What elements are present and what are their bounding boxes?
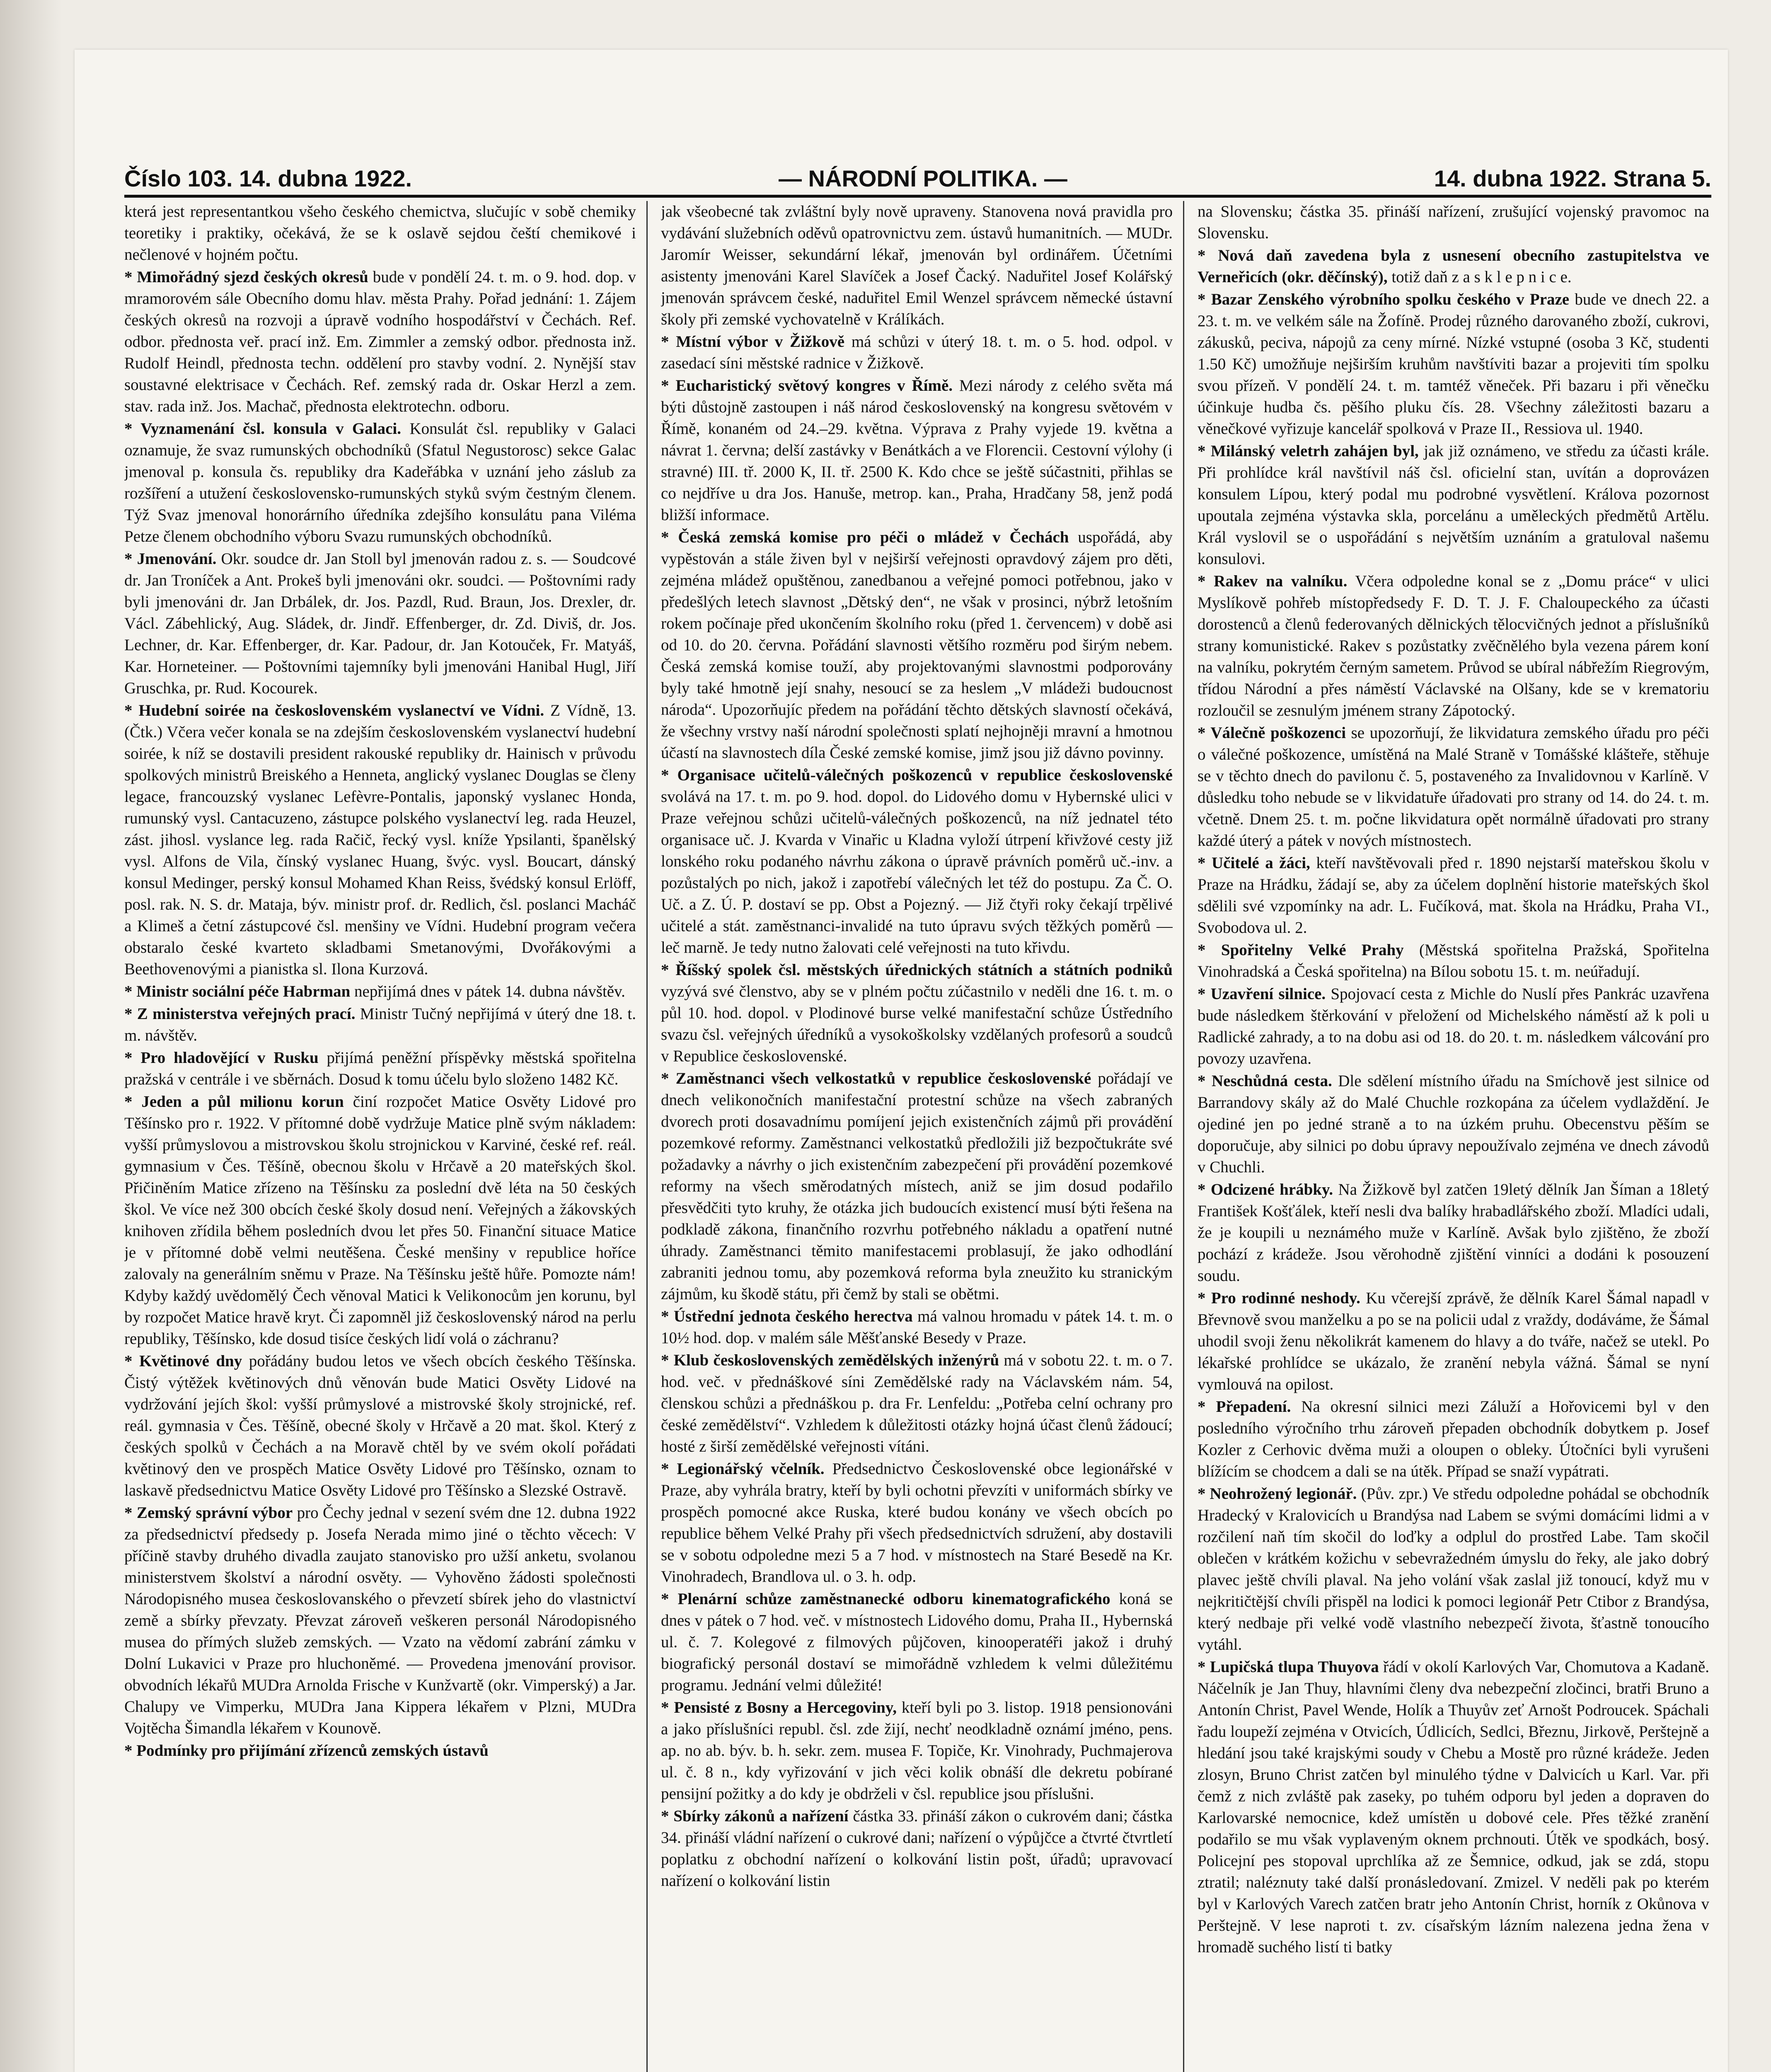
article-body: Včera odpoledne konal se z „Domu práce“ v ulici Myslíkově pohřeb místopředsedy F. D. T. J. F. Chaloupeckého za účasti dorostenců a členů federovaných dělnických tělocvičných jednot a příslušníků strany komunistické. Rakev s pozůstatky zvěčnělého byla vezena párem koní na valníku, pokrytém černým sametem. Průvod se ubíral nábřežím Riegrovým, třídou Národní a přes náměstí Václavské na Olšany, kde se v krematoriu rozloučil se zesnulým jménem strany Zápotocký. (1198, 572, 1709, 719)
article-headline: * Pro hladovějící v Rusku (124, 1049, 319, 1067)
article-body: má schůzi v úterý 18. t. m. o 5. hod. odpol. v zasedací síni městské radnice v Žižkově. (661, 333, 1173, 372)
article-paragraph (1198, 1483, 1709, 1656)
article-headline: * Pensisté z Bosny a Hercegoviny, (661, 1699, 897, 1716)
article-paragraph (124, 1351, 636, 1501)
article-headline: * Učitelé a žáci, (1198, 854, 1310, 872)
article-paragraph (661, 1588, 1173, 1696)
article-body: Ku včerejší zprávě, že dělník Karel Šámal napadl v Břevnově svou manželku a po se na policii udal z vraždy, dodáváme, že Šámal uhodil svoji ženu několikrát kamenem do hlavy a do tváře, načež se utekl. Po lékařské prohlídce se ukázalo, že zranění nebyla vážná. Šámal se nyní vymlouvá na opilost. (1198, 1289, 1709, 1393)
article-body: kteří byli po 3. listop. 1918 pensionováni a jako příslušníci republ. čsl. zde žijí, nechť neodkladně oznámí jméno, pens. ap. no ab. býv. b. h. sekr. zem. musea F. Topiče, Kr. Vinohrady, Puchmajerova ul. č. 8 n., kdy vyřizování v jich věci kolik obnáší dle dekretu pobírané pensijní požitky a do kdy je obdrželi v čsl. republice jsou příslušni. (661, 1699, 1173, 1803)
article-paragraph (1198, 289, 1709, 440)
article-paragraph (661, 201, 1173, 330)
article-body: (Městská spořitelna Pražská, Spořitelna Vinohradská a Česká spořitelna) na Bílou sobotu 15. t. m. neúřadují. (1198, 941, 1709, 980)
article-paragraph (661, 959, 1173, 1067)
page-header (124, 162, 1711, 195)
article-paragraph (661, 1697, 1173, 1805)
article-headline: * Válečně poškozenci (1198, 724, 1346, 742)
article-headline: * Neohrožený legionář. (1198, 1485, 1357, 1503)
article-paragraph (1198, 1179, 1709, 1287)
article-headline: * Legionářský včelník. (661, 1460, 825, 1478)
article-body: částka 33. přináší zákon o cukrovém dani; částka 34. přináší vládní nařízení o cukrové dani; nařízení o výpůjčce a čtvrté čtvrtletí poplatku z obchodní nařízení o kolkování listin pošt, úřadů; upravovací nařízení o kolkování listin (661, 1807, 1173, 1890)
article-paragraph (1198, 245, 1709, 288)
article-body: jak všeobecné tak zvláštní byly nově upraveny. Stanovena nová pravidla pro vydávání služebních oděvů opatrovnictvu zem. ústavů humanitních. — MUDr. Jaromír Weisser, sekundární lékař, jmenován byl ordinářem. Účetními asistenty jmenováni Karel Slavíček a Josef Čacký. Naduřitel Josef Kolářský jmenován správcem české, naduřitel Emil Wenzel správcem německé ústavní školy při zemské vychovatelně v Králíkách. (661, 203, 1173, 328)
article-body: pro Čechy jednal v sezení svém dne 12. dubna 1922 za předsednictví předsedy p. Josefa Nerada mimo jiné o těchto věcech: V příčině stavby druhého divadla zaujato stanovisko pro užší anketu, svolanou ministerstvem školství a národní osvěty. — Vyhověno žádosti společnosti Národopisného musea českoslovanského o převzetí sbírek jeho do vlastnictví země a sbírky převzaty. Převzat zároveň veškeren personál Národopisného musea do přímých služeb zemských. — Vzato na vědomí zabrání zámku v Dolní Lukavici v Praze pro hluchoněmé. — Provedena jmenování provisor. obvodních lékařů MUDra Arnolda Frische v Kunžvartě (okr. Vimperský) a Jar. Chalupy ve Vimperku, MUDra Jana Kippera lékařem v Plzni, MUDra Vojtěcha Šimandla lékařem v Kounově. (124, 1504, 636, 1737)
article-paragraph (661, 1806, 1173, 1892)
article-paragraph (1198, 939, 1709, 983)
article-paragraph (124, 418, 636, 547)
article-headline: * Podmínky pro přijímání zřízenců zemských ústavů (124, 1742, 489, 1760)
article-headline: * Vyznamenání čsl. konsula v Galaci. (124, 420, 401, 438)
article-headline: * Místní výbor v Žižkově (661, 333, 845, 351)
article-paragraph (661, 1068, 1173, 1305)
article-headline: * Z ministerstva veřejných prací. (124, 1005, 356, 1023)
scan-edge (0, 0, 62, 2072)
article-paragraph (1198, 852, 1709, 939)
article-paragraph (661, 527, 1173, 764)
article-headline: * Odcizené hrábky. (1198, 1181, 1333, 1198)
article-paragraph (124, 981, 636, 1002)
article-headline: * Hudební soirée na československém vyslanectví ve Vídni. (124, 702, 544, 719)
article-paragraph (124, 1740, 636, 1762)
article-body: pořádány budou letos ve všech obcích českého Těšínska. Čistý výtěžek květinových dnů věnován bude Matici Osvěty Lidové na vydržování jejích škol: vyšší průmyslové a mistrovské školy strojnické, ref. reál. gymnasia v Čes. Těšíně, obecné školy v Hrčavě a 20 mat. škol. Který z českých spolků v Čechách a na Moravě chtěl by ve svém okolí pořádati květinový den ve prospěch Matice Osvěty Lidové pro Těšínsko, oznam to laskavě předsednictvu Matice Osvěty Lidové pro Těšínsko a Slezské Ostravě. (124, 1352, 636, 1499)
article-body: činí rozpočet Matice Osvěty Lidové pro Těšínsko pro r. 1922. V přítomné době vydržuje Matice plně svým nákladem: vyšší průmyslovou a mistrovskou školu strojnickou v Karviné, české ref. reál. gymnasium v Čes. Těšíně, obecnou školu v Hrčavě a 20 mateřských škol. Přičiněním Matice zřízeno na Těšínsku za poslední dvě léta na 50 českých škol. Ve více než 300 obcích české školy dosud není. Veřejných a žákovských knihoven zřídila během posledních dvou let přes 50. Finanční situace Matice je v přítomné době velmi neutěšena. České menšiny v republice hoříce zalovaly na generálním sněmu v Praze. Na Těšínsku ještě hůře. Pomozte nám! Kdyby každý uvědomělý Čech věnoval Matici k Velikonocům jen korunu, byl by rozpočet Matice hravě kryt. Či zapomněl již československý národ na perlu republiky, Těšínsko, kde dosud tisíce českých lidí volá o záchranu? (124, 1093, 636, 1348)
masthead-title: — NÁRODNÍ POLITIKA. — (779, 165, 1067, 191)
article-paragraph (124, 1091, 636, 1350)
article-body: Na okresní silnici mezi Záluží a Hořovicemi byl v den posledního výročního trhu zároveň přepaden obchodník dobytkem p. Josef Kozler z Cerhovic dvěma muži a oloupen o obleky. Útočníci byli vyrušeni blížícím se chodcem a dali se na útěk. Případ se snaží vypátrati. (1198, 1398, 1709, 1480)
article-paragraph (661, 765, 1173, 959)
article-paragraph (661, 331, 1173, 374)
article-headline: * Ministr sociální péče Habrman (124, 983, 351, 1000)
article-body: Na Žižkově byl zatčen 19letý dělník Jan Šíman a 18letý František Košťálek, kteří nesli dva balíky hrabadlářského zboží. Mladíci udali, že je koupili u neznámého muže v Karlíně. Avšak bylo zjištěno, že zboží pochází z krádeže. Jsou věrohodně zjištění vinníci a dodáni k posouzení soudu. (1198, 1181, 1709, 1285)
article-paragraph (661, 375, 1173, 526)
article-body: Předsednictvo Československé obce legionářské v Praze, aby vyhrála bratry, kteří by byli ochotni převzíti v uniformách sbírky ve prospěch pomocné akce Ruska, které budou konány ve všech obcích po republice během Velké Prahy při všech předsednictvích sdružení, aby dostavili se v sobotu odpoledne mezi 5 a 7 hod. v místnostech na Staré Besedě na Kr. Vinohradech, Brandlova ul. o 3. h. odp. (661, 1460, 1173, 1585)
article-headline: * Ústřední jednota českého herectva (661, 1307, 913, 1325)
article-paragraph (1198, 722, 1709, 852)
article-body: přijímá peněžní příspěvky městská spořitelna pražská v centrále i ve sběrnách. Dosud k tomu účelu bylo složeno 1482 Kč. (124, 1049, 636, 1088)
article-paragraph (124, 700, 636, 980)
column-3 (1198, 201, 1709, 2072)
article-headline: * Organisace učitelů-válečných poškozenců v republice československé (661, 766, 1173, 784)
article-body: řádí v okolí Karlových Var, Chomutova a Kadaně. Náčelník je Jan Thuy, hlavními členy dva nebezpeční zločinci, bratři Bruno a Antonín Christ, Pavel Wende, Holík a Thuyův zeť Arnošt Podroucek. Spáchali řadu loupeží zejména v Otvicích, Údlicích, Sedlci, Březnu, Jirkově, Perštejně a hledání jsou také krajskými soudy v Chebu a Mostě pro různé krádeže. Jeden zlosyn, Bruno Christ zatčen byl minulého týdne v Dalvicích u Karl. Var. při čemž z nich zvláště pak zaseky, po tuhém odporu byl jeden a dopraven do Karlovarské nemocnice, kdež umístěn u dobové cele. Přes těžké zranění podařilo se mu však vyplaveným oknem prchnouti. Útěk ve spodkách, bosý. Policejní pes stopoval uprchlíka až ze Šemnice, odkud, jak se zdá, stopu ztratil; naléznuty také další pronásledovaní. Zmizel. V neděli pak po kterém byl v Karlových Varech zatčen bratr jeho Antonín Christ, horník z Okůnova v Perštejně. V lese naproti t. zv. císařským lázním nalezena jedna žena v hromadě suchého listí ti batky (1198, 1658, 1709, 1956)
article-headline: * Jeden a půl milionu korun (124, 1093, 344, 1111)
article-body: bude ve dnech 22. a 23. t. m. ve velkém sále na Žofíně. Prodej různého darovaného zboží, cukrovi, zákusků, peciva, nápojů za ceny mírné. Nízké vstupné (osoba 3 Kč, studenti 1.50 Kč) umožňuje nejširším kruhům navštíviti bazar a projeviti tím spolku svou přízeň. V pondělí 24. t. m. tamtéž věneček. Při bazaru i při věnečku účinkuje hudba čs. pěšího pluku čís. 28. Všechny záležitosti bazaru a věnečkové vyřizuje kancelář spolková v Praze II., Ressiova ul. 1940. (1198, 290, 1709, 438)
article-headline: * Milánský veletrh zahájen byl, (1198, 442, 1419, 460)
article-body: vyzývá své členstvo, aby se v plném počtu zúčastnilo v neděli dne 16. t. m. o půl 10. hod. dopol. v Plodinové burse velké manifestační schůze Ústředního svazu čsl. veřejných úředníků a vysokoškolsky vzdělaných profesorů a soudců v Republice československé. (661, 983, 1173, 1065)
article-headline: * Květinové dny (124, 1352, 242, 1370)
article-body: jak již oznámeno, ve středu za účasti krále. Při prohlídce král navštívil náš čsl. oficielní stan, uvítán a doprovázen konsulem Lípou, který podal mu podrobné vysvětlení. Králova pozornost upoutala zejména výstavka skla, porcelánu a uměleckých předmětů Artělu. Král vyslovil se o uspořádání s největším uznáním a gratuloval našemu konsulovi. (1198, 442, 1709, 568)
article-body: kteří navštěvovali před r. 1890 nejstarší mateřskou školu v Praze na Hrádku, žádají se, aby za účelem doplnění historie mateřských škol sdělili své vzpomínky na adr. L. Fučíková, mat. škola na Hrádku, Praha VI., Svobodova ul. 2. (1198, 854, 1709, 937)
article-headline: * Bazar Zenského výrobního spolku českého v Praze (1198, 290, 1570, 308)
article-body: na Slovensku; částka 35. přináší nařízení, zrušující vojenský pravomoc na Slovensku. (1198, 203, 1709, 242)
article-body: Z Vídně, 13. (Čtk.) Včera večer konala se na zdejším československém vyslanectví hudební soirée, k níž se dostavili president rakouské republiky dr. Hainisch v průvodu spolkových ministrů Breiského a Henneta, anglický vyslanec Douglas se členy legace, francouzský vyslanec Lefèvre-Pontalis, japonský vyslanec Honda, rumunský vysl. Cantacuzeno, zástupce polského vyslanectví leg. rada Heuzel, zást. jihosl. vyslance leg. rada Račič, řecký vysl. kníže Ypsilanti, španělský vysl. Alfons de Vila, čínský vyslanec Huang, švýc. vysl. Boucart, dánský konsul Medinger, perský konsul Mohamed Khan Reiss, švédský konsul Erlöff, posl. rak. N. S. dr. Mataja, býv. ministr prof. dr. Redlich, čsl. poslanci Macháč a Klimeš a četní zástupcové čsl. menšiny ve Vídni. Hudební program večera obstaralo české kvarteto skladbami Smetanovými, Dvořákovými a Beethovenovými a pianistka sl. Ilona Kurzová. (124, 702, 636, 978)
article-paragraph (1198, 1396, 1709, 1482)
article-body: Mezi národy z celého světa má býti důstojně zastoupen i náš národ československý na kongresu světovém v Římě, konaném od 24.–29. května. Výprava z Prahy vyjede 19. května a návrat 1. června; delší zastávky v Benátkách a ve Florencii. Cestovní výlohy (i stravné) III. tř. 2000 K, II. tř. 2500 K. Kdo chce se ještě súčastniti, přihlas se co nejdříve u dra Jos. Hanuše, metrop. kan., Praha, Hradčany 58, jenž podá bližší informace. (661, 377, 1173, 524)
article-headline: * Klub československých zemědělských inženýrů (661, 1351, 999, 1369)
header-issue-date: Číslo 103. 14. dubna 1922. (124, 165, 412, 191)
article-paragraph (1198, 983, 1709, 1070)
article-body: koná se dnes v pátek o 7 hod. več. v místnostech Lidového domu, Praha II., Hybernská ul. č. 7. Kolegové z filmových půjčoven, kinooperatéři jakož i druhý biografický personál dostaví se mimořádně vzhledem k velmi důležitému programu. Jednání velmi důležité! (661, 1590, 1173, 1694)
article-paragraph (1198, 1656, 1709, 1958)
article-paragraph (1198, 1288, 1709, 1395)
article-body: (Pův. zpr.) Ve středu odpoledne pohádal se obchodník Hradecký v Kralovicích u Brandýsa nad Labem se svými domácími lidmi a v rozčilení naň tím skočil do loďky a odplul do prostřed Labe. Tam skočil oblečen v krátkém kožichu v sebevražedném úmyslu do řeky, ale jako dobrý plavec ještě chvíli plaval. Na jeho volání však zaslal již tonoucí, když mu v nejkritičtější chvíli přispěl na lodici k pomoci legionář Petr Ctibor z Brandýsa, který nedbaje při velké vodě vlastního nebezpečí života, šťastně tonoucího vytáhl. (1198, 1485, 1709, 1653)
article-headline: * Přepadení. (1198, 1398, 1291, 1416)
article-body: uspořádá, aby vypěstován a stále živen byl v nejširší veřejnosti opravdový zájem pro děti, zejména mládež opuštěnou, zanedbanou a veřejné pomoci potřebnou, jako v předešlých letech slavnost „Dětský den“, ne však v prosinci, nýbrž letošním rokem počínaje před ukončením školního roku (před 1. červencem) v době asi od 10. do 20. června. Pořádání slavnosti většího rozměru pod širým nebem. Česká zemská komise touží, aby projektovanými slavnostmi podporovány byly také hmotně její snahy, nesoucí se za heslem „V mládeži budoucnost národa“. Upozorňujíc předem na pořádání těchto dětských slavností očekává, že všechny vrstvy naší národní společnosti splatí nejhojněji mravní a hmotnou účastí na slavnostech díla České zemské komise, jimž jsou již dávno povinny. (661, 528, 1173, 762)
article-paragraph (1198, 441, 1709, 570)
article-body: má v sobotu 22. t. m. o 7. hod. več. v přednáškové síni Zemědělské rady na Václavském nám. 54, členskou schůzi a přednáškou p. dra Fr. Lenfeldu: „Potřeba celní ochrany pro české zemědělství“. Vzhledem k důležitosti otázky hojná účast členů žádoucí; hosté z širší zemědělské veřejnosti vítáni. (661, 1351, 1173, 1455)
article-paragraph (124, 1047, 636, 1090)
article-headline: * Uzavření silnice. (1198, 985, 1326, 1003)
article-headline: * Mimořádný sjezd českých okresů (124, 268, 368, 286)
article-headline: * Zaměstnanci všech velkostatků v republice československé (661, 1070, 1091, 1087)
article-body: Konsulát čsl. republiky v Galaci oznamuje, že svaz rumunských obchodníků (Sfatul Negustorosc) sekce Galac jmenoval p. konsula čs. republiky dra Kadeřábka v uznání jeho záslub za rozšíření a utužení československo-rumunských styků svým čestným členem. Týž Svaz jmenoval honorárního úředníka zdejšího konsulátu pana Viléma Petze členem obchodního výboru Svazu rumunských obchodníků. (124, 420, 636, 545)
article-body: nepřijímá dnes v pátek 14. dubna návštěv. (354, 983, 625, 1000)
article-headline: * Eucharistický světový kongres v Římě. (661, 377, 953, 395)
column-2 (661, 201, 1173, 2072)
article-body: má valnou hromadu v pátek 14. t. m. o 10½ hod. dop. v malém sále Měšťanské Besedy v Praze. (661, 1307, 1173, 1347)
article-paragraph (124, 1502, 636, 1739)
article-headline: * Jmenování. (124, 550, 217, 568)
article-paragraph (124, 1003, 636, 1046)
article-body: pořádají ve dnech velikonočních manifestační protestní schůze na všech zabraných dvorech proti dosavadnímu pomíjení jejich existenčních zájmů při provádění pozemkové reformy. Zaměstnanci velkostatků předložili již bezpočtukráte své požadavky a návrhy o jich existenčním zabezpečení při provádění pozemkové reformy na všech směrodatných místech, aniž se jim dosud podařilo přesvědčiti tyto kruhy, že otázka jich budoucích existencí musí býti řešena na podkladě zákona, finančního rozvrhu potřebného nákladu a opatření nutné úhrady. Zaměstnanci těmito manifestacemi problasují, že jako odhodlání zabraniti jednou tomu, aby pozemková reforma byla zneužito ku stranickým zájmům, ku škodě státu, při čemž by stali se obětmi. (661, 1070, 1173, 1303)
article-body: se upozorňují, že likvidatura zemského úřadu pro péči o válečné poškozence, umístěná na Malé Straně v Tomášské klášteře, stěhuje se v těchto dnech do pavilonu č. 5, postaveného za Invalidovnou v Karlíně. V důsledku toho nebude se v likvidatuře úřadovati pro strany od 14. do 24. t. m. včetně. Dnem 25. t. m. počne likvidatura opět normálně úřadovati pro strany každé úterý a pátek v nových místnostech. (1198, 724, 1709, 850)
article-headline: * Sbírky zákonů a nařízení (661, 1807, 849, 1825)
article-paragraph (661, 1350, 1173, 1457)
article-body: Ministr Tučný nepřijímá v úterý dne 18. t. m. návštěv. (124, 1005, 636, 1044)
article-body: která jest representantkou všeho českého chemictva, slučujíc v sobě chemiky teoretiky i praktiky, očekává, že se k oslavě sejdou čeští chemikové i nečlenové v hojném počtu. (124, 203, 636, 264)
article-paragraph (124, 266, 636, 417)
column-divider (1183, 201, 1184, 2072)
article-headline: * Neschůdná cesta. (1198, 1072, 1332, 1090)
article-body: Spojovací cesta z Michle do Nuslí přes Pankrác uzavřena bude následkem štěrkování v přeložení od Michelského náměstí až k poli u Radlické zahrady, a to na dobu asi od 18. do 20. t. m. následkem válcování pro povozy uzavřena. (1198, 985, 1709, 1067)
article-headline: * Plenární schůze zaměstnanecké odboru kinematografického (661, 1590, 1111, 1608)
article-paragraph (124, 201, 636, 266)
article-paragraph (661, 1306, 1173, 1349)
article-headline: * Pro rodinné neshody. (1198, 1289, 1360, 1307)
article-headline: * Říšský spolek čsl. městských úřednických státních a státních podniků (661, 961, 1173, 979)
article-headline: * Rakev na valníku. (1198, 572, 1348, 590)
column-1 (124, 201, 636, 2072)
article-paragraph (1198, 571, 1709, 721)
article-body: svolává na 17. t. m. po 9. hod. dopol. do Lidového domu v Hybernské ulici v Praze veřejnou schůzi učitelů-válečných poškozenců, na níž jednatel této organisace uč. J. Kvarda v Vinařic u Kladna vyloží útrpení křivžové cesty již lonského roku podaného návrhu zákona o úpravě právních poměrů uč.-inv. a pozůstalých po nich, jakož i zapotřebí válečných let též do postupu. Za Č. O. Uč. a Z. Ú. P. dostaví se pp. Obst a Pojezný. — Již čtyři roky čekají trpělivé učitelé a stát. zaměstnanci-invalidé na tuto úpravu svých těžkých poměrů — leč marně. Je tedy nutno žalovati celé veřejnosti na tuto křivdu. (661, 788, 1173, 956)
article-headline: * Lupičská tlupa Thuyova (1198, 1658, 1379, 1676)
article-headline: * Zemský správní výbor (124, 1504, 293, 1522)
header-page-number: 14. dubna 1922. Strana 5. (1434, 165, 1711, 191)
article-paragraph (1198, 201, 1709, 244)
header-rule (124, 195, 1711, 198)
article-body: Dle sdělení místního úřadu na Smíchově jest silnice od Barrandovy skály až do Malé Chuchle rozkopána za účelem vydlaždění. Je ojediné jen po jedné straně a to na úzkém pruhu. Obecenstvu pěším se doporučuje, aby silnici po dobu úpravy nepoužívalo zejména ve dnech závodů v Chuchli. (1198, 1072, 1709, 1176)
article-body: bude v pondělí 24. t. m. o 9. hod. dop. v mramorovém sále Obecního domu hlav. města Prahy. Pořad jednání: 1. Zájem českých okresů na rozvoji a úpravě vodního hospodářství v Čechách. Ref. odbor. přednosta veř. prací inž. Em. Zimmler a zemský odbor. přednosta inž. Rudolf Heindl, přednosta techn. oddělení pro stavby vodní. 2. Nynější stav soustavné elektrisace v Čechách. Ref. zemský rada dr. Oskar Herzl a zem. stav. rada inž. Jos. Machač, přednosta elektrotechn. odboru. (124, 268, 636, 415)
article-headline: * Nová daň zavedena byla z usnesení obecního zastupitelstva ve Verneřicích (okr. děčínský), (1198, 247, 1709, 286)
article-body: Okr. soudce dr. Jan Stoll byl jmenován radou z. s. — Soudcové dr. Jan Troníček a Ant. Prokeš byli jmenováni okr. soudci. — Poštovními rady byli jmenováni dr. Jan Drbálek, dr. Jos. Pazdl, Rud. Braun, Jos. Drexler, dr. Václ. Zábehlický, Aug. Sládek, dr. Jindř. Effenberger, dr. Zd. Diviš, dr. Jos. Lechner, dr. Kar. Effenberger, dr. Kar. Padour, dr. Jan Kotouček, Fr. Matyáš, Kar. Horneteiner. — Poštovními tajemníky byli jmenováni Hanibal Hugl, Jiří Gruschka, pr. Rud. Kocourek. (124, 550, 636, 697)
article-paragraph (661, 1458, 1173, 1588)
article-body: totiž daň z a s k l e p n i c e. (1391, 268, 1572, 286)
article-headline: * Česká zemská komise pro péči o mládež v Čechách (661, 528, 1069, 546)
column-divider (646, 201, 648, 2072)
article-paragraph (1198, 1070, 1709, 1178)
article-headline: * Spořitelny Velké Prahy (1198, 941, 1404, 959)
article-paragraph (124, 548, 636, 699)
